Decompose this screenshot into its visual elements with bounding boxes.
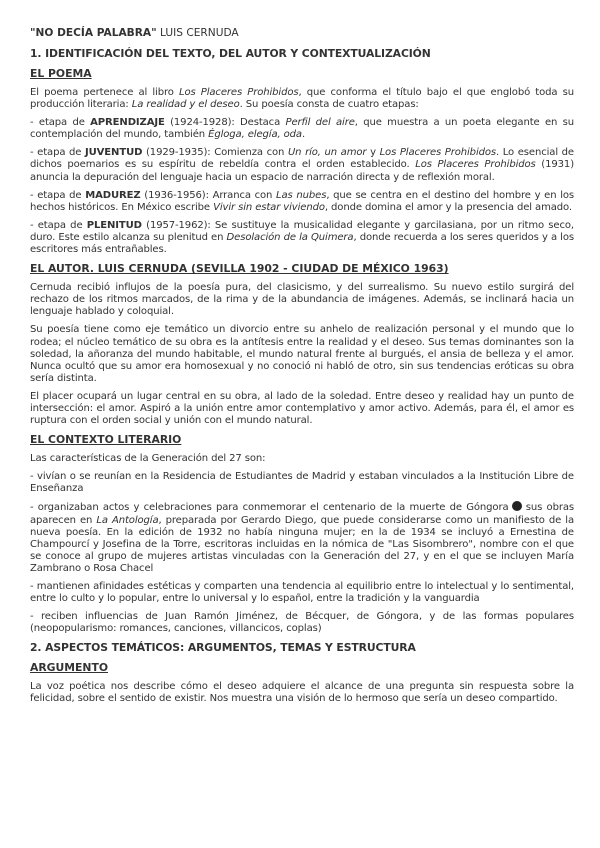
etapa-aprendizaje: - etapa de APRENDIZAJE (1924-1928): Destaca Perfil del aire, que muestra a un poeta elegante en su contemplación del mundo, también Égloga, elegía, oda.: [30, 117, 575, 141]
autor-paragraph-3: El placer ocupará un lugar central en su obra, al lado de la soledad. Entre deseo y realidad hay un punto de intersección: el amor. Aspiró a la unión entre amor contemplativo y amor activo. Además, para él, el amor es ruptura con el orden social y unión con el mundo natural.: [30, 390, 574, 427]
document-page: [30, 27, 574, 712]
document-title: [30, 27, 574, 40]
heading-argumento: ARGUMENTO: [30, 661, 108, 675]
etapa-juventud: - etapa de JUVENTUD (1929-1935): Comienza con Un río, un amor y Los Placeres Prohibidos. Lo esencial de dichos poemarios es su espíritu de rebeldía contra el orden establecido. Los Placeres Prohibidos (1931) anuncia la depuración del lenguaje hacia un espacio de narración directa y de reflexión moral.: [30, 147, 574, 183]
heading-el-poema: EL POEMA: [30, 67, 92, 80]
etapa-plenitud: - etapa de PLENITUD (1957-1962): Se sustituye la musicalidad elegante y garcilasiana, por un ritmo seco, duro. Este estilo alcanza su plenitud en Desolación de la Quimera, donde recuerda a los seres queridos y a los escritores más entrañables.: [30, 219, 574, 256]
heading-el-autor: EL AUTOR. LUIS CERNUDA (SEVILLA 1902 - CIUDAD DE MÉXICO 1963): [30, 262, 449, 276]
autor-paragraph-1: Cernuda recibió influjos de la poesía pura, del clasicismo, y del surrealismo. Su nuevo estilo surgirá del rechazo de los ritmos marcados, de la rima y de la abundancia de imágenes. Además, se inclinará hacia un lenguaje hablado y coloquial.: [30, 282, 574, 318]
contexto-bullet-3: - mantienen afinidades estéticas y comparten una tendencia al equilibrio entre lo intelectual y lo sentimental, entre lo culto y lo popular, entre lo universal y lo español, entre la tradición y la vanguardia: [30, 581, 574, 605]
contexto-bullet-2: - organizaban actos y celebraciones para conmemorar el centenario de la muerte de Góngora sus obras aparecen en La Antología, preparada por Gerardo Diego, que puede considerarse como un manifiesto de la nueva poesía. En la edición de 1932 no había ninguna mujer; en la de 1934 se incluyó a Ernestina de Champourcí y Josefina de la Torre, escritoras incluidas en la nómica de "Las Sisombrero", nombre con el que se conoce al grupo de mujeres artistas vinculadas con la Generación del 27, y en el que se incluyen María Zambrano o Rosa Chacel: [30, 502, 574, 574]
poema-intro: El poema pertenece al libro Los Placeres Prohibidos, que conforma el título bajo el que englobó toda su producción literaria: La realidad y el deseo. Su poesía consta de cuatro etapas:: [30, 87, 574, 111]
contexto-intro: Las características de la Generación del 27 son:: [30, 453, 266, 465]
section-heading-1: 1. IDENTIFICACIÓN DEL TEXTO, DEL AUTOR Y CONTEXTUALIZACIÓN: [30, 47, 431, 60]
author-name: LUIS CERNUDA: [156, 27, 239, 39]
autor-paragraph-2: Su poesía tiene como eje temático un divorcio entre su anhelo de realización personal y el mundo que lo rodea; el núcleo temático de su obra es la antítesis entre la realidad y el deseo. Sus temas dominantes son la soledad, la añoranza del mundo habitable, el mundo natural frente al burgués, el ansia de belleza y el amor. Nunca ocultó que su amor era homosexual y no conoció ni habló de otro, sin sus tendencias eróticas su obra sería distinta.: [30, 324, 574, 384]
contexto-bullet-4: - reciben influencias de Juan Ramón Jiménez, de Bécquer, de Góngora, y de las formas populares (neopopularismo: romances, canciones, villancicos, coplas): [30, 611, 574, 635]
argumento-paragraph: La voz poética nos describe cómo el deseo adquiere el alcance de una pregunta sin respuesta sobre la felicidad, sobre el sentido de existir. Nos muestra una visión de lo hermoso que sería un deseo compartido.: [30, 681, 574, 705]
etapa-madurez: - etapa de MADUREZ (1936-1956): Arranca con Las nubes, que se centra en el destino del hombre y en los hechos históricos. En México escribe Vivir sin estar viviendo, donde domina el amor y la presencia del amado.: [30, 189, 575, 213]
poem-title: "NO DECÍA PALABRA": [30, 27, 157, 39]
section-heading-2: 2. ASPECTOS TEMÁTICOS: ARGUMENTOS, TEMAS Y ESTRUCTURA: [30, 641, 416, 655]
contexto-bullet-1: - vivían o se reunían en la Residencia de Estudiantes de Madrid y estaban vinculados a la Institución Libre de Enseñanza: [30, 471, 574, 495]
bullet-dot-icon: [512, 501, 522, 511]
heading-contexto-literario: EL CONTEXTO LITERARIO: [30, 433, 182, 447]
